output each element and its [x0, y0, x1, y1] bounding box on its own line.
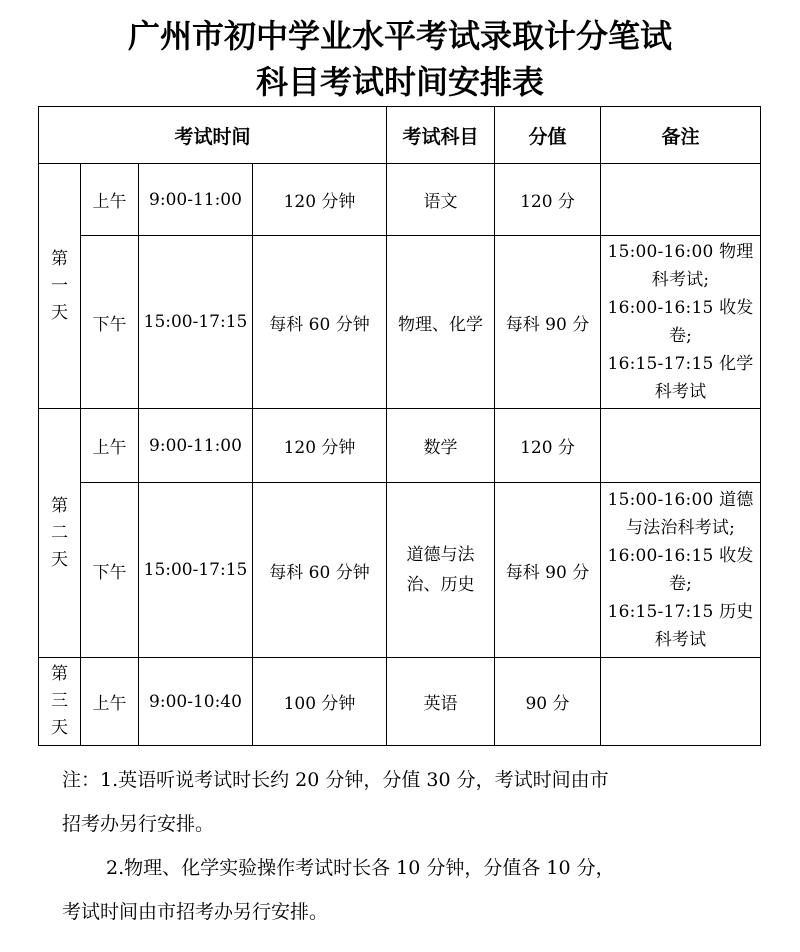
time-range-cell: 15:00-17:15	[139, 236, 253, 409]
duration-cell: 每科 60 分钟	[253, 236, 387, 409]
note-1-line-2: 招考办另行安排。	[62, 813, 215, 835]
subject-cell: 道德与法 治、历史	[387, 483, 495, 658]
duration-cell: 每科 60 分钟	[253, 483, 387, 658]
remarks-cell	[601, 164, 761, 236]
period-cell: 下午	[81, 236, 139, 409]
day-2-label: 第 二 天	[39, 409, 81, 658]
day-3-label: 第 三 天	[39, 658, 81, 746]
table-row	[39, 236, 761, 409]
header-exam-time: 考试时间	[39, 107, 387, 164]
day-1-label: 第 一 天	[39, 164, 81, 409]
period-cell: 上午	[81, 164, 139, 236]
document-title-line-2: 科目考试时间安排表	[255, 63, 544, 101]
duration-cell: 120 分钟	[253, 164, 387, 236]
time-range-cell: 9:00-11:00	[139, 164, 253, 236]
subject-cell: 英语	[387, 658, 495, 746]
note-2-line-1: 2.物理、化学实验操作考试时长各 10 分钟，分值各 10 分，	[106, 857, 615, 879]
subject-cell: 物理、化学	[387, 236, 495, 409]
score-cell: 120 分	[495, 164, 601, 236]
note-1-line-1: 注：1.英语听说考试时长约 20 分钟，分值 30 分，考试时间由市	[62, 769, 609, 791]
table-row	[39, 164, 761, 236]
duration-cell: 100 分钟	[253, 658, 387, 746]
table-row	[39, 483, 761, 658]
time-range-cell: 15:00-17:15	[139, 483, 253, 658]
header-remarks: 备注	[601, 107, 761, 164]
document-title-line-1: 广州市初中学业水平考试录取计分笔试	[127, 17, 672, 55]
exam-schedule-table	[38, 106, 761, 746]
score-cell: 120 分	[495, 409, 601, 483]
remarks-cell	[601, 658, 761, 746]
period-cell: 上午	[81, 409, 139, 483]
note-2-line-2: 考试时间由市招考办另行安排。	[62, 901, 329, 923]
header-subject: 考试科目	[387, 107, 495, 164]
period-cell: 下午	[81, 483, 139, 658]
table-header-row	[39, 107, 761, 164]
subject-cell: 语文	[387, 164, 495, 236]
remarks-cell: 15:00-16:00 道德 与法治科考试; 16:00-16:15 收发 卷; 16:15-17:15 历史 科考试	[601, 483, 761, 658]
subject-cell: 数学	[387, 409, 495, 483]
table-row	[39, 658, 761, 746]
remarks-cell: 15:00-16:00 物理 科考试; 16:00-16:15 收发 卷; 16:15-17:15 化学 科考试	[601, 236, 761, 409]
remarks-cell	[601, 409, 761, 483]
time-range-cell: 9:00-11:00	[139, 409, 253, 483]
score-cell: 90 分	[495, 658, 601, 746]
table-row	[39, 409, 761, 483]
period-cell: 上午	[81, 658, 139, 746]
time-range-cell: 9:00-10:40	[139, 658, 253, 746]
score-cell: 每科 90 分	[495, 483, 601, 658]
footnotes	[62, 758, 762, 934]
duration-cell: 120 分钟	[253, 409, 387, 483]
header-score: 分值	[495, 107, 601, 164]
score-cell: 每科 90 分	[495, 236, 601, 409]
